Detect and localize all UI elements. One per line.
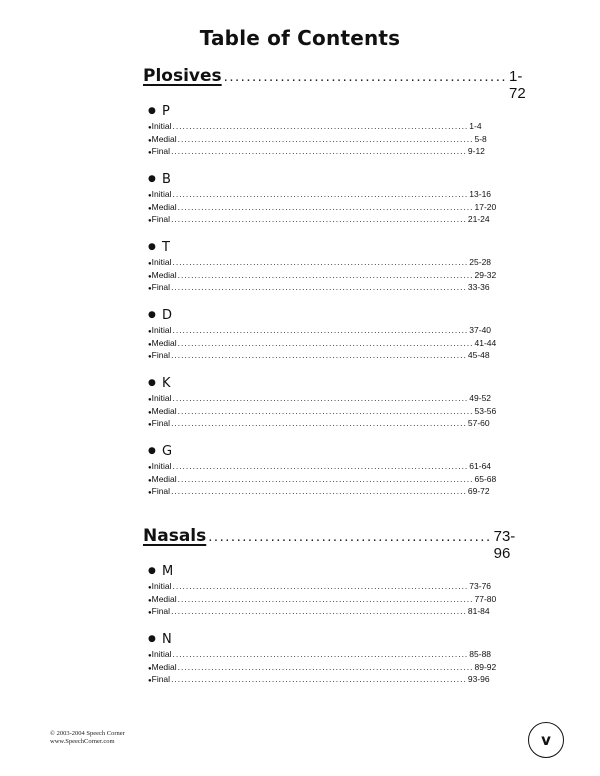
toc-entry[interactable] [148,337,497,350]
entry-label: Final [151,418,171,428]
section-header-plosives [143,66,526,102]
toc-entry[interactable] [148,349,490,362]
entry-pages: 9-12 [467,146,485,156]
entry-label: Final [151,486,171,496]
bullet-icon: ● [148,465,152,471]
leader-dots: ........................................................................................ [177,337,474,348]
leader-dots: ........................................................................................ [171,418,467,428]
entry-pages: 37-40 [469,325,492,335]
bullet-icon: ● [148,377,156,388]
section-page-range: 73-96 [493,528,516,562]
bullet-icon: ● [148,261,152,267]
toc-entry[interactable] [148,392,492,405]
entry-label: Initial [151,649,172,659]
section-page-range: 1-72 [509,68,526,102]
entry-pages: 93-96 [467,674,490,684]
leader-dots: ........................................................................................ [177,593,474,604]
bullet-icon: ● [148,397,152,403]
entry-pages: 49-52 [469,393,492,403]
leader-dots: ........................................................................................ [171,486,467,496]
toc-group-n [148,630,497,686]
page-number: v [541,731,551,749]
toc-entry[interactable] [148,473,497,486]
entry-pages: 77-80 [474,593,497,604]
toc-group-p [148,102,487,158]
bullet-icon: ● [148,286,152,292]
entry-pages: 45-48 [467,350,490,360]
bullet-icon: ● [148,445,156,456]
toc-entry[interactable] [148,405,497,418]
group-letter: P [162,103,170,119]
toc-entry[interactable] [148,417,490,430]
section-name: Plosives [143,66,222,86]
group-letter: M [162,563,174,579]
toc-entry[interactable] [148,580,492,593]
bullet-icon: ● [148,341,152,348]
entry-pages: 81-84 [467,606,490,616]
leader-dots: ........................................................................................ [171,674,467,684]
group-letter: N [162,631,172,647]
entry-label: Final [151,214,171,224]
bullet-icon: ● [148,665,152,672]
entry-pages: 57-60 [467,418,490,428]
entry-pages: 17-20 [474,201,497,212]
toc-entry[interactable] [148,281,490,294]
section-name: Nasals [143,526,207,546]
bullet-icon: ● [148,597,152,604]
entry-pages: 5-8 [474,133,487,144]
bullet-icon: ● [148,173,156,184]
bullet-icon: ● [148,193,152,199]
entry-pages: 41-44 [474,337,497,348]
toc-entry[interactable] [148,213,490,226]
leader-dots: ........................................................................................ [171,350,467,360]
entry-pages: 69-72 [467,486,490,496]
toc-entry[interactable] [148,269,497,282]
toc-group-b [148,170,497,226]
entry-label: Initial [151,121,172,131]
toc-entry[interactable] [148,120,482,133]
leader-dots: ........................................................................................ [172,581,469,591]
entry-label: Medial [151,405,177,416]
toc-group-k [148,374,497,430]
toc-entry[interactable] [148,485,490,498]
bullet-icon: ● [148,409,152,416]
bullet-icon: ● [148,241,156,252]
entry-label: Initial [151,581,172,591]
entry-label: Initial [151,257,172,267]
leader-dots: .................................................. [208,528,492,545]
entry-label: Final [151,146,171,156]
bullet-icon: ● [148,477,152,484]
bullet-icon: ● [148,137,152,144]
toc-entry[interactable] [148,648,492,661]
bullet-icon: ● [148,490,152,496]
entry-label: Final [151,674,171,684]
toc-group-d [148,306,497,362]
leader-dots: .................................................. [223,68,508,85]
entry-pages: 1-4 [469,121,482,131]
entry-pages: 13-16 [469,189,492,199]
entry-pages: 61-64 [469,461,492,471]
leader-dots: ........................................................................................ [177,269,474,280]
entry-label: Initial [151,461,172,471]
group-letter: G [162,443,173,459]
entry-label: Final [151,282,171,292]
entry-label: Medial [151,473,177,484]
entry-label: Medial [151,201,177,212]
toc-entry[interactable] [148,201,497,214]
website-link[interactable]: www.SpeechCorner.com [50,738,115,745]
bullet-icon: ● [148,354,152,360]
bullet-icon: ● [148,218,152,224]
bullet-icon: ● [148,125,152,131]
entry-label: Final [151,606,171,616]
page-title: Table of Contents [199,26,401,50]
toc-entry[interactable] [148,593,497,606]
bullet-icon: ● [148,653,152,659]
leader-dots: ........................................................................................ [177,473,474,484]
leader-dots: ........................................................................................ [172,649,469,659]
toc-entry[interactable] [148,145,485,158]
bullet-icon: ● [148,422,152,428]
footer [50,730,125,746]
section-header-nasals [143,526,516,562]
bullet-icon: ● [148,585,152,591]
bullet-icon: ● [148,105,156,116]
leader-dots: ........................................................................................ [171,606,467,616]
leader-dots: ........................................................................................ [177,405,474,416]
entry-pages: 53-56 [474,405,497,416]
entry-pages: 65-68 [474,473,497,484]
entry-pages: 21-24 [467,214,490,224]
bullet-icon: ● [148,150,152,156]
toc-group-g [148,442,497,498]
leader-dots: ........................................................................................ [177,201,474,212]
toc-group-m [148,562,497,618]
leader-dots: ........................................................................................ [172,121,469,131]
page-number-badge [528,722,564,758]
entry-label: Medial [151,661,177,672]
toc-entry[interactable] [148,460,492,473]
group-letter: K [162,375,171,391]
bullet-icon: ● [148,309,156,320]
bullet-icon: ● [148,633,156,644]
toc-entry[interactable] [148,133,487,146]
toc-entry[interactable] [148,605,490,618]
toc-entry[interactable] [148,673,490,686]
group-letter: T [162,239,170,255]
entry-label: Final [151,350,171,360]
entry-pages: 89-92 [474,661,497,672]
leader-dots: ........................................................................................ [171,282,467,292]
leader-dots: ........................................................................................ [171,146,467,156]
entry-label: Initial [151,393,172,403]
entry-pages: 33-36 [467,282,490,292]
toc-entry[interactable] [148,661,497,674]
bullet-icon: ● [148,678,152,684]
entry-label: Initial [151,189,172,199]
entry-label: Medial [151,269,177,280]
leader-dots: ........................................................................................ [177,133,474,144]
leader-dots: ........................................................................................ [172,461,469,471]
bullet-icon: ● [148,329,152,335]
leader-dots: ........................................................................................ [172,325,469,335]
entry-pages: 73-76 [469,581,492,591]
bullet-icon: ● [148,565,156,576]
group-letter: B [162,171,171,187]
entry-label: Medial [151,133,177,144]
leader-dots: ........................................................................................ [172,257,469,267]
toc-entry[interactable] [148,256,492,269]
toc-group-t [148,238,497,294]
leader-dots: ........................................................................................ [171,214,467,224]
toc-entry[interactable] [148,188,492,201]
entry-pages: 29-32 [474,269,497,280]
bullet-icon: ● [148,273,152,280]
leader-dots: ........................................................................................ [172,393,469,403]
bullet-icon: ● [148,205,152,212]
leader-dots: ........................................................................................ [177,661,474,672]
entry-label: Initial [151,325,172,335]
entry-label: Medial [151,593,177,604]
group-letter: D [162,307,173,323]
entry-pages: 85-88 [469,649,492,659]
toc-entry[interactable] [148,324,492,337]
entry-label: Medial [151,337,177,348]
copyright-text: © 2003-2004 Speech Corner [50,730,125,737]
bullet-icon: ● [148,610,152,616]
entry-pages: 25-28 [469,257,492,267]
leader-dots: ........................................................................................ [172,189,469,199]
